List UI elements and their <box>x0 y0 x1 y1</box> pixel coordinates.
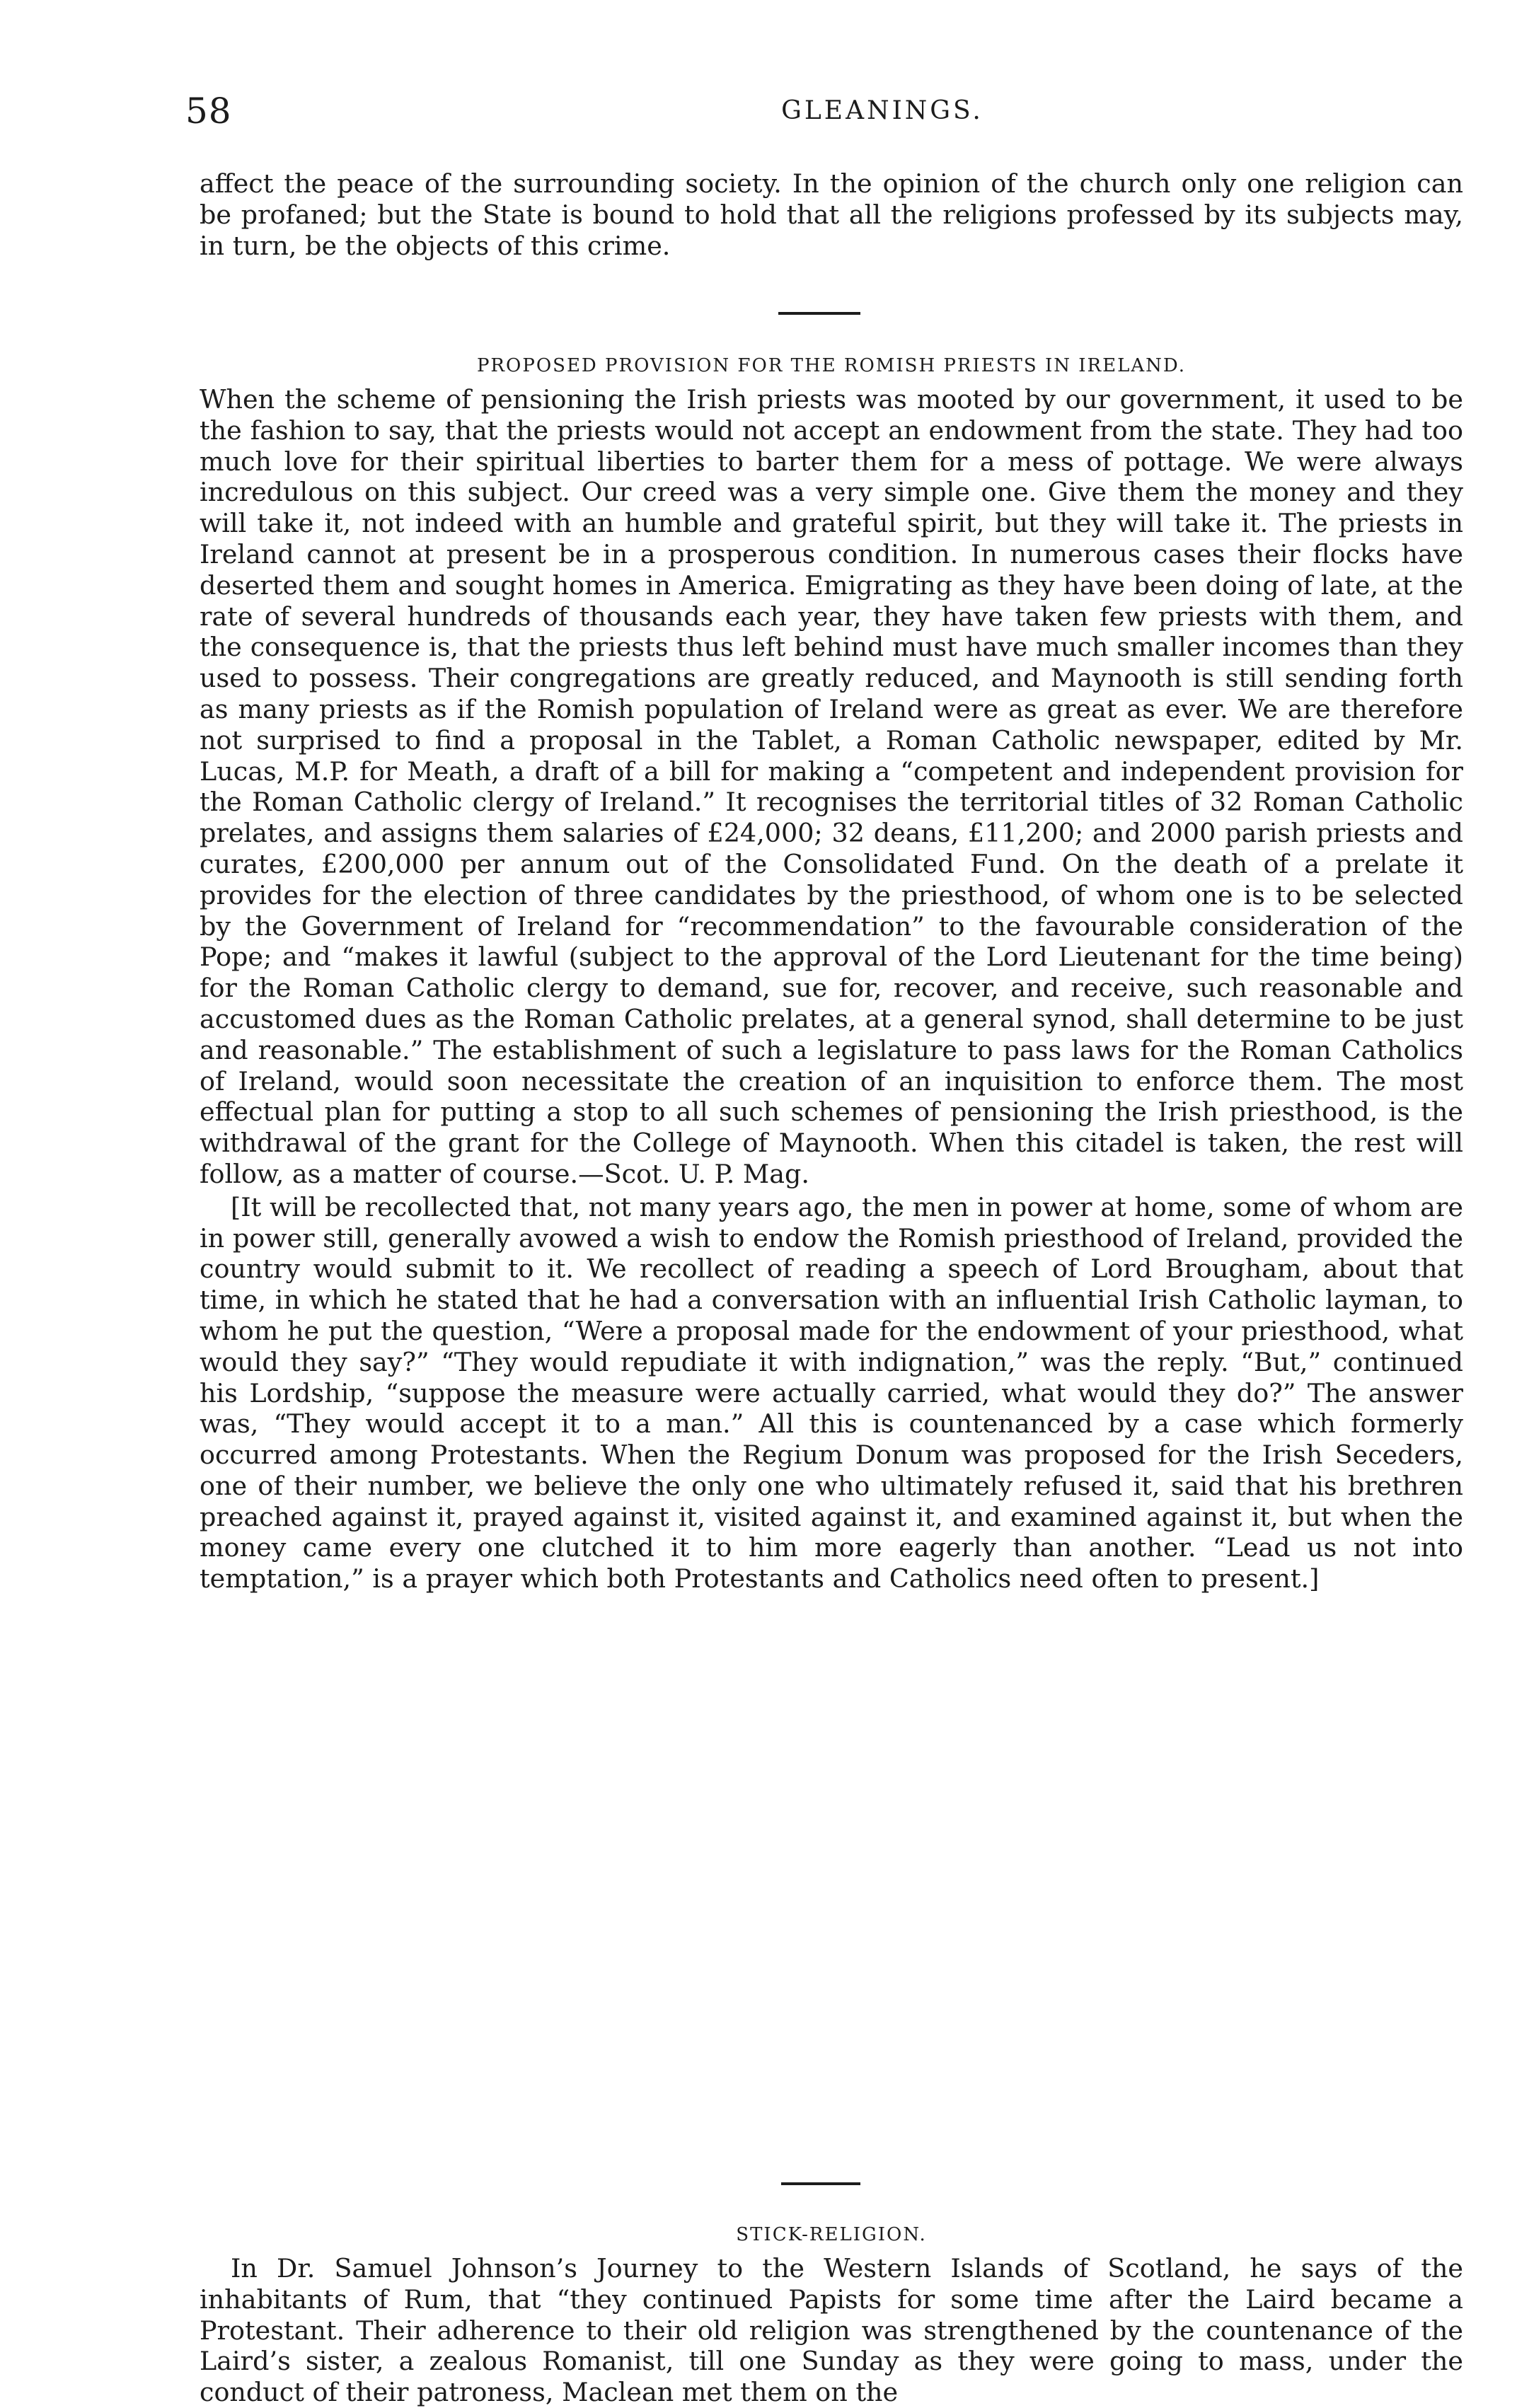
intro-paragraph-block <box>200 168 1463 261</box>
section-heading-proposed-provision: PROPOSED PROVISION FOR THE ROMISH PRIESTS IN IRELAND. <box>476 355 1187 376</box>
section-divider-rule <box>781 2182 860 2185</box>
section-body-stick-religion <box>200 2253 1463 2408</box>
section-body-proposed-provision <box>200 384 1463 1594</box>
editorial-note-paragraph: [It will be recollected that, not many years ago, the men in power at home, some of whom are in power still, generally avowed a wish to endow the Romish priesthood of Ireland, provided the country would submit to it. We recollect of reading a speech of Lord Brougham, about that time, in which he stated that he had a conversation with an influential Irish Catholic layman, to whom he put the question, “Were a proposal made for the endowment of your priesthood, what would they say?” “They would repudiate it with indignation,” was the reply. “But,” continued his Lordship, “suppose the measure were actually carried, what would they do?” The answer was, “They would accept it to a man.” All this is countenanced by a case which formerly occurred among Protestants. When the Regium Donum was proposed for the Irish Seceders, one of their number, we believe the only one who ultimately refused it, said that his brethren preached against it, prayed against it, visited against it, and examined against it, but when the money came every one clutched it to him more eagerly than another. “Lead us not into temptation,” is a prayer which both Protestants and Catholics need often to present.] <box>200 1191 1463 1594</box>
running-head <box>185 91 1501 140</box>
running-title: GLEANINGS. <box>781 96 984 125</box>
body-paragraph: In Dr. Samuel Johnson’s Journey to the Western Islands of Scotland, he says of the inhabitants of Rum, that “they continued Papists for some time after the Laird became a Protestant. Their adherence to their old religion was strengthened by the countenance of the Laird’s sister, a zealous Romanist, till one Sunday as they were going to mass, under the conduct of their patroness, Maclean met them on the <box>200 2253 1463 2408</box>
page-number: 58 <box>185 91 232 132</box>
section-heading-stick-religion: STICK-RELIGION. <box>736 2224 927 2245</box>
section-divider-rule <box>778 312 860 315</box>
intro-paragraph: affect the peace of the surrounding society. In the opinion of the church only one religion can be profaned; but the State is bound to hold that all the religions professed by its subjects may, in turn, be the objects of this crime. <box>200 168 1463 261</box>
body-paragraph: When the scheme of pensioning the Irish priests was mooted by our government, it used to be the fashion to say, that the priests would not accept an endowment from the state. They had too much love for their spiritual liberties to barter them for a mess of pottage. We were always incredulous on this subject. Our creed was a very simple one. Give them the money and they will take it, not indeed with an humble and grateful spirit, but they will take it. The priests in Ireland cannot at present be in a prosperous condition. In numerous cases their flocks have deserted them and sought homes in America. Emigrating as they have been doing of late, at the rate of several hundreds of thousands each year, they have taken few priests with them, and the consequence is, that the priests thus left behind must have much smaller incomes than they used to possess. Their congregations are greatly reduced, and Maynooth is still sending forth as many priests as if the Romish population of Ireland were as great as ever. We are therefore not surprised to find a proposal in the Tablet, a Roman Catholic newspaper, edited by Mr. Lucas, M.P. for Meath, a draft of a bill for making a “competent and independent provision for the Roman Catholic clergy of Ireland.” It recognises the territorial titles of 32 Roman Catholic prelates, and assigns them salaries of £24,000; 32 deans, £11,200; and 2000 parish priests and curates, £200,000 per annum out of the Consolidated Fund. On the death of a prelate it provides for the election of three candidates by the priesthood, of whom one is to be selected by the Government of Ireland for “recommendation” to the favourable consideration of the Pope; and “makes it lawful (subject to the approval of the Lord Lieutenant for the time being) for the Roman Catholic clergy to demand, sue for, recover, and receive, such reasonable and accustomed dues as the Roman Catholic prelates, at a general synod, shall determine to be just and reasonable.” The establishment of such a legislature to pass laws for the Roman Catholics of Ireland, would soon necessitate the creation of an inquisition to enforce them. The most effectual plan for putting a stop to all such schemes of pensioning the Irish priesthood, is the withdrawal of the grant for the College of Maynooth. When this citadel is taken, the rest will follow, as a matter of course.—Scot. U. P. Mag. <box>200 384 1463 1189</box>
